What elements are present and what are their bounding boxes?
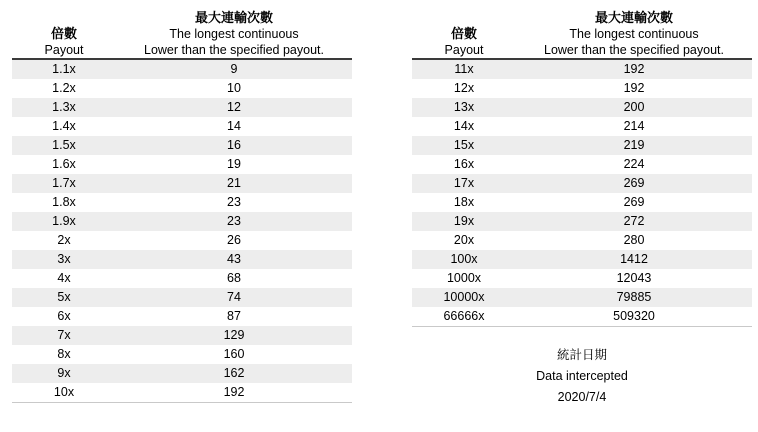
table-row (412, 174, 752, 193)
header-payout (412, 8, 516, 59)
cell-longest-streak: 200 (516, 98, 752, 117)
cell-payout: 1.2x (12, 79, 116, 98)
table-row (412, 117, 752, 136)
table-row (12, 212, 352, 231)
table-header-left (12, 8, 352, 59)
header-count-en-line1: The longest continuous (169, 27, 299, 41)
table-row (412, 59, 752, 79)
cell-payout: 8x (12, 345, 116, 364)
header-row (412, 8, 752, 59)
cell-payout: 1.9x (12, 212, 116, 231)
cell-payout: 1.1x (12, 59, 116, 79)
cell-longest-streak: 214 (516, 117, 752, 136)
cell-longest-streak: 509320 (516, 307, 752, 327)
header-row (12, 8, 352, 59)
header-payout (12, 8, 116, 59)
header-count-en-line2: Lower than the specified payout. (544, 43, 724, 57)
cell-payout: 1.4x (12, 117, 116, 136)
table-row (412, 212, 752, 231)
cell-longest-streak: 14 (116, 117, 352, 136)
table-row (12, 155, 352, 174)
table-row (12, 136, 352, 155)
table-row (12, 250, 352, 269)
table-row (412, 98, 752, 117)
cell-longest-streak: 23 (116, 193, 352, 212)
table-row (12, 383, 352, 403)
cell-payout: 2x (12, 231, 116, 250)
table-row (12, 307, 352, 326)
cell-longest-streak: 12 (116, 98, 352, 117)
cell-longest-streak: 269 (516, 174, 752, 193)
cell-longest-streak: 68 (116, 269, 352, 288)
table-row (412, 231, 752, 250)
payout-streak-table-left (12, 8, 352, 403)
table-row (12, 193, 352, 212)
cell-longest-streak: 9 (116, 59, 352, 79)
table-row (412, 250, 752, 269)
cell-longest-streak: 74 (116, 288, 352, 307)
cell-payout: 11x (412, 59, 516, 79)
table-row (12, 59, 352, 79)
cell-longest-streak: 272 (516, 212, 752, 231)
cell-payout: 16x (412, 155, 516, 174)
table-row (412, 79, 752, 98)
table-row (412, 155, 752, 174)
table-row (412, 193, 752, 212)
footer-date: 2020/7/4 (557, 390, 607, 404)
cell-longest-streak: 192 (516, 59, 752, 79)
table-row (12, 117, 352, 136)
table-row (12, 288, 352, 307)
table-row (12, 269, 352, 288)
footer-label-en: Data intercepted (536, 369, 628, 383)
cell-longest-streak: 26 (116, 231, 352, 250)
table-row (12, 326, 352, 345)
header-count (116, 8, 352, 59)
table-row (12, 231, 352, 250)
table-row (12, 79, 352, 98)
cell-longest-streak: 16 (116, 136, 352, 155)
cell-payout: 10000x (412, 288, 516, 307)
payout-streak-table-right (412, 8, 752, 327)
cell-payout: 3x (12, 250, 116, 269)
cell-longest-streak: 224 (516, 155, 752, 174)
cell-payout: 14x (412, 117, 516, 136)
cell-longest-streak: 269 (516, 193, 752, 212)
header-count-zh: 最大連輸次數 (194, 10, 273, 25)
table-row (412, 136, 752, 155)
cell-payout: 18x (412, 193, 516, 212)
header-count-zh: 最大連輸次數 (594, 10, 673, 25)
cell-payout: 1000x (412, 269, 516, 288)
cell-payout: 4x (12, 269, 116, 288)
cell-payout: 1.7x (12, 174, 116, 193)
cell-payout: 13x (412, 98, 516, 117)
cell-payout: 1.3x (12, 98, 116, 117)
cell-payout: 10x (12, 383, 116, 403)
cell-longest-streak: 129 (116, 326, 352, 345)
table-row (412, 288, 752, 307)
cell-payout: 7x (12, 326, 116, 345)
cell-longest-streak: 19 (116, 155, 352, 174)
table-row (412, 307, 752, 327)
cell-longest-streak: 160 (116, 345, 352, 364)
table-header-right (412, 8, 752, 59)
header-count-en-line2: Lower than the specified payout. (144, 43, 324, 57)
cell-payout: 19x (412, 212, 516, 231)
cell-payout: 5x (12, 288, 116, 307)
left-table-block (12, 8, 352, 408)
cell-longest-streak: 1412 (516, 250, 752, 269)
footer-note (412, 345, 752, 408)
cell-payout: 1.8x (12, 193, 116, 212)
table-row (12, 174, 352, 193)
header-payout-en: Payout (444, 43, 484, 57)
cell-longest-streak: 43 (116, 250, 352, 269)
header-count (516, 8, 752, 59)
cell-payout: 1.6x (12, 155, 116, 174)
cell-longest-streak: 192 (116, 383, 352, 403)
cell-payout: 100x (412, 250, 516, 269)
cell-longest-streak: 21 (116, 174, 352, 193)
table-row (12, 364, 352, 383)
header-count-en-line1: The longest continuous (569, 27, 699, 41)
header-payout-zh: 倍數 (450, 26, 477, 41)
table-row (412, 269, 752, 288)
footer-label-zh: 統計日期 (556, 348, 607, 362)
table-body-right (412, 59, 752, 327)
cell-payout: 12x (412, 79, 516, 98)
cell-longest-streak: 23 (116, 212, 352, 231)
cell-longest-streak: 192 (516, 79, 752, 98)
cell-payout: 17x (412, 174, 516, 193)
cell-payout: 6x (12, 307, 116, 326)
header-payout-zh: 倍數 (50, 26, 77, 41)
header-payout-en: Payout (44, 43, 84, 57)
right-table-block (412, 8, 752, 408)
cell-longest-streak: 280 (516, 231, 752, 250)
cell-payout: 1.5x (12, 136, 116, 155)
cell-longest-streak: 87 (116, 307, 352, 326)
cell-payout: 20x (412, 231, 516, 250)
cell-payout: 66666x (412, 307, 516, 327)
cell-longest-streak: 10 (116, 79, 352, 98)
table-body-left (12, 59, 352, 403)
table-row (12, 345, 352, 364)
cell-payout: 9x (12, 364, 116, 383)
cell-longest-streak: 219 (516, 136, 752, 155)
cell-longest-streak: 162 (116, 364, 352, 383)
cell-payout: 15x (412, 136, 516, 155)
cell-longest-streak: 79885 (516, 288, 752, 307)
table-row (12, 98, 352, 117)
cell-longest-streak: 12043 (516, 269, 752, 288)
